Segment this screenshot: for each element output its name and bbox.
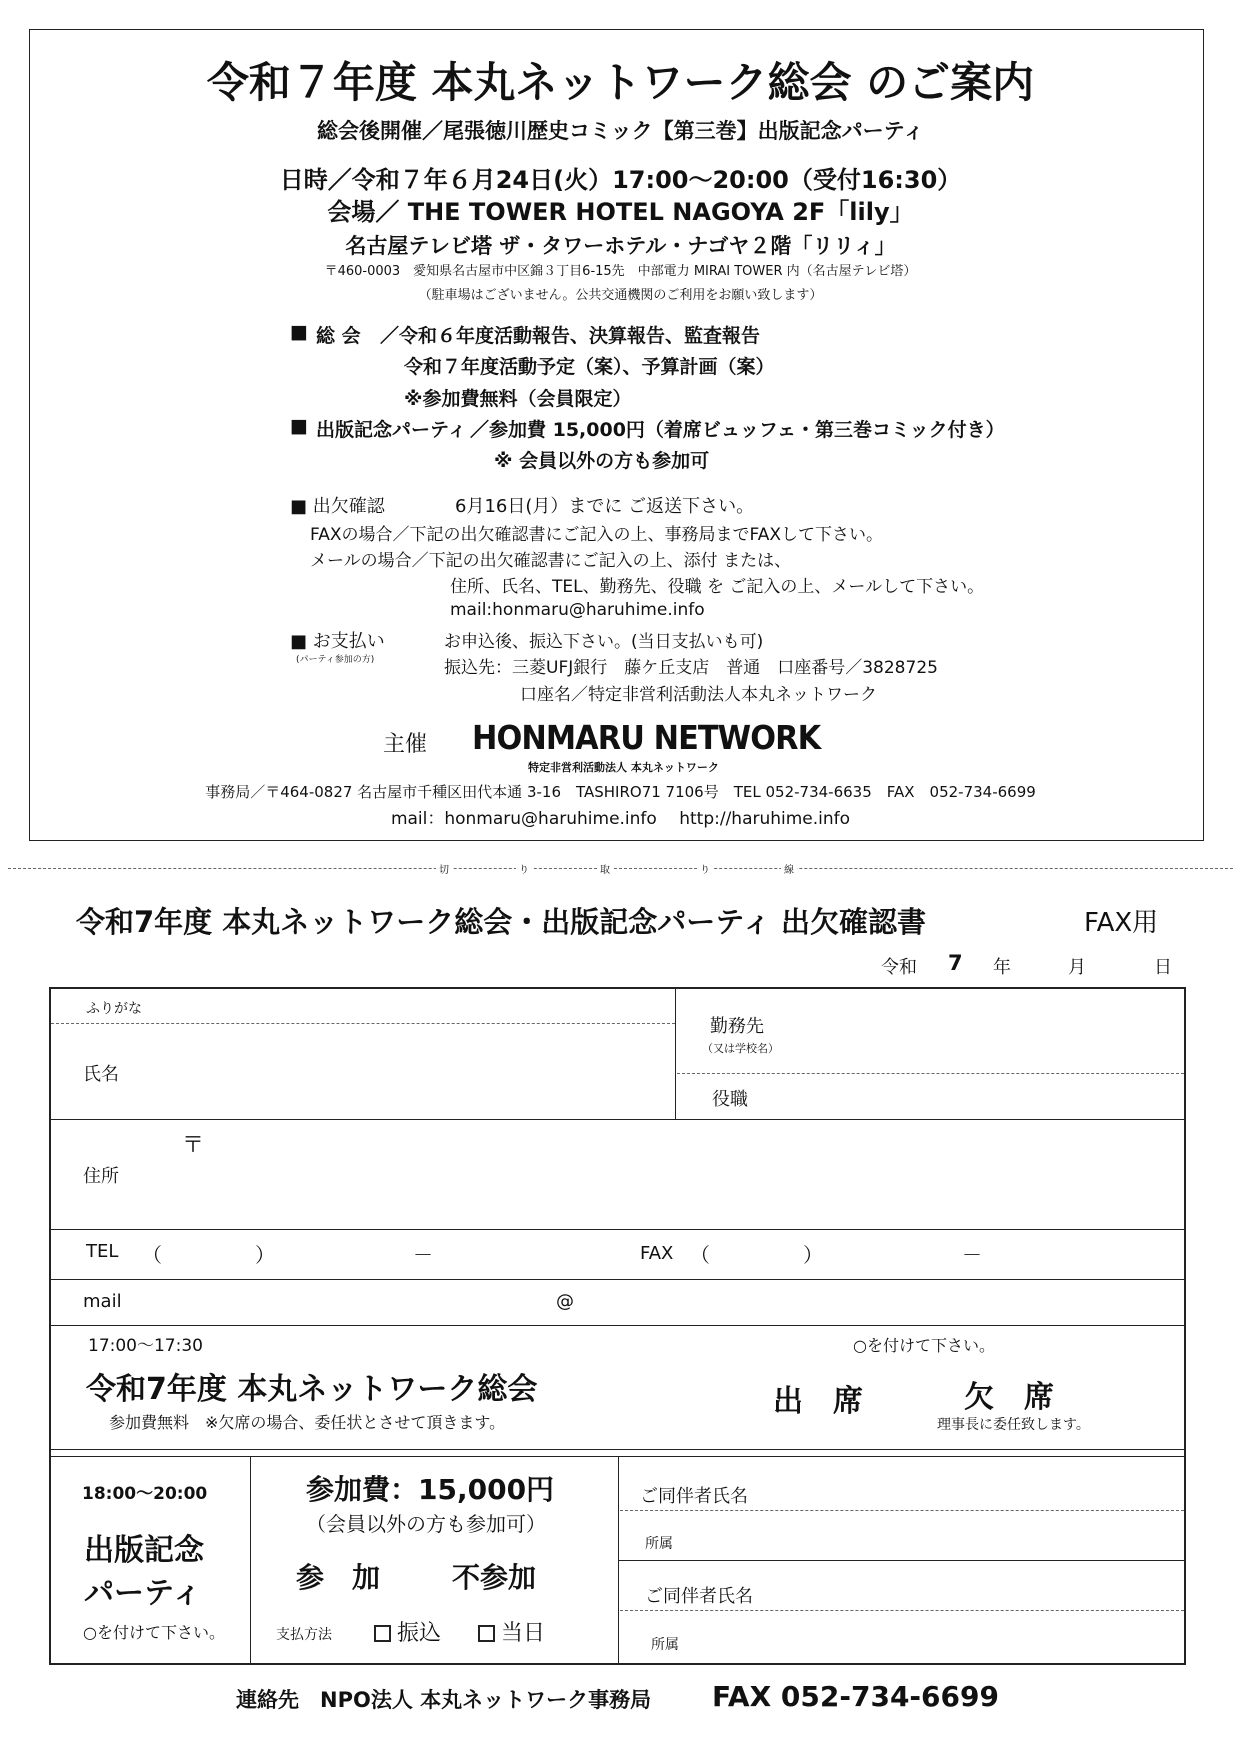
meeting-instruction: ○を付けて下さい。 [853, 1336, 995, 1355]
agenda-line-4: ／参加費 15,000円（着席ビュッフェ・第三巻コミック付き） [470, 419, 1005, 441]
party-fee-note: （会員以外の方も参加可） [306, 1512, 546, 1536]
workplace-field[interactable] [800, 992, 1180, 1070]
workplace-note: （又は学校名） [702, 1042, 779, 1055]
workplace-dotted-line [677, 1073, 1184, 1074]
meeting-absent-option[interactable]: 欠 席 [964, 1380, 1054, 1415]
cut-line [8, 868, 1233, 869]
agenda-label-meeting: 総 会 [316, 325, 361, 347]
affiliation1-label: 所属 [645, 1536, 673, 1552]
companion1-field[interactable] [780, 1462, 1180, 1507]
footer-contact-label: 連絡先 NPO法人 本丸ネットワーク事務局 [236, 1688, 652, 1712]
furigana-label: ふりがな [86, 1001, 142, 1017]
party-fee: 参加費：15,000円 [306, 1473, 555, 1506]
footer-fax-number: FAX 052-734-6699 [712, 1680, 999, 1713]
position-label: 役職 [712, 1089, 748, 1110]
tel-open-paren: （ [142, 1243, 162, 1267]
companion-divider [618, 1560, 1186, 1561]
cut-line-char-4: り [697, 861, 713, 876]
name-field[interactable] [160, 1028, 670, 1114]
pay-transfer-option[interactable] [374, 1616, 441, 1647]
payment-line-1: お申込後、振込下さい。(当日支払いも可) [444, 632, 764, 652]
party-title-line-2: パーティ [84, 1576, 202, 1611]
workplace-label: 勤務先 [710, 1016, 764, 1037]
agenda-marker-1: ■ [290, 321, 308, 343]
pay-method-label: 支払方法 [276, 1627, 332, 1643]
reply-label: ■ 出欠確認 [290, 496, 385, 517]
payment-line-3: 口座名／特定非営利活動法人本丸ネットワーク [520, 685, 877, 705]
fax-open-paren: （ [690, 1243, 710, 1267]
party-row-top [49, 1449, 1186, 1450]
name-row-divider [675, 987, 676, 1119]
meeting-note: 参加費無料 ※欠席の場合、委任状とさせて頂きます。 [109, 1413, 506, 1432]
office-info: 事務局／〒464-0827 名古屋市千種区田代本通 3-16 TASHIRO71 7106号 TEL 052-734-6635 FAX 052-734-6699 [205, 783, 1036, 801]
form-fax-label: FAX用 [1084, 908, 1159, 938]
reply-mail-line-2: 住所、氏名、TEL、勤務先、役職 を ご記入の上、メールして下さい。 [450, 577, 985, 597]
payment-label: ■ お支払い [290, 631, 385, 652]
form-date-day-unit: 日 [1154, 957, 1172, 978]
fax-dash: － [962, 1243, 982, 1267]
agenda-line-1: ／令和６年度活動報告、決算報告、監査報告 [380, 325, 761, 347]
address-row-top [49, 1119, 1186, 1120]
meeting-attend-option[interactable]: 出 席 [773, 1384, 863, 1419]
parking-note: （駐車場はございません。公共交通機関のご利用をお願い致します） [418, 288, 823, 303]
host-name: HONMARU NETWORK [472, 718, 821, 757]
cut-line-char-1: 切 [436, 861, 452, 876]
reply-deadline: 6月16日(月）までに ご返送下さい。 [455, 496, 755, 517]
form-title: 令和7年度 本丸ネットワーク総会・出版記念パーティ 出欠確認書 [76, 905, 927, 939]
companion1-label: ご同伴者氏名 [640, 1486, 748, 1507]
form-date-era: 令和 [881, 957, 917, 978]
tel-row-top [49, 1229, 1186, 1230]
agenda-line-2: 令和７年度活動予定（案）、予算計画（案） [404, 356, 775, 378]
meeting-row-top [49, 1325, 1186, 1326]
venue-address: 〒460-0003 愛知県名古屋市中区錦３丁目6-15先 中部電力 MIRAI TOWER 内（名古屋テレビ塔） [324, 264, 917, 279]
form-date-year-unit: 年 [993, 957, 1011, 978]
event-datetime: 日時／令和７年６月24日(火）17:00～20:00（受付16:30） [279, 166, 962, 194]
agenda-marker-2: ■ [290, 415, 308, 437]
companion1-dotted-line [620, 1510, 1184, 1511]
pay-onsite-label: 当日 [501, 1621, 546, 1646]
reply-mail-line-1: メールの場合／下記の出欠確認書にご記入の上、添付 または、 [310, 551, 792, 571]
tel-label: TEL [86, 1241, 119, 1262]
agenda-label-party: 出版記念パーティ [316, 419, 467, 441]
affiliation2-label: 所属 [651, 1637, 679, 1653]
address-label: 住所 [83, 1166, 119, 1187]
cut-line-char-5: 線 [781, 861, 797, 876]
affiliation1-field[interactable] [700, 1515, 1180, 1555]
meeting-proxy-note: 理事長に委任致します。 [937, 1417, 1090, 1433]
cut-line-char-3: 取 [597, 861, 613, 876]
furigana-dotted-line [51, 1023, 675, 1024]
party-time: 18:00～20:00 [82, 1484, 208, 1504]
furigana-field[interactable] [190, 990, 670, 1020]
mail-field[interactable] [140, 1284, 1180, 1320]
cut-line-char-2: り [516, 861, 532, 876]
pay-onsite-option[interactable] [478, 1616, 545, 1647]
event-venue-ja: 名古屋テレビ塔 ザ・タワーホテル・ナゴヤ２階「リリィ」 [345, 234, 896, 258]
companion2-dotted-line [620, 1610, 1184, 1611]
tel-field[interactable] [165, 1235, 635, 1269]
payment-line-2: 振込先：三菱UFJ銀行 藤ケ丘支店 普通 口座番号／3828725 [444, 658, 938, 678]
pay-transfer-checkbox[interactable] [374, 1625, 391, 1642]
fax-close-paren: ） [803, 1243, 823, 1267]
form-date-year: 7 [948, 951, 963, 975]
party-absent-option[interactable]: 不参加 [452, 1561, 537, 1594]
meeting-time: 17:00～17:30 [88, 1336, 203, 1356]
fax-field[interactable] [715, 1235, 1180, 1269]
name-label: 氏名 [83, 1064, 119, 1085]
pay-onsite-checkbox[interactable] [478, 1625, 495, 1642]
companion2-label: ご同伴者氏名 [645, 1586, 753, 1607]
reply-fax-line: FAXの場合／下記の出欠確認書にご記入の上、事務局までFAXして下さい。 [310, 525, 883, 545]
party-instruction: ○を付けて下さい。 [83, 1623, 225, 1642]
meeting-title: 令和7年度 本丸ネットワーク総会 [86, 1372, 538, 1407]
agenda-line-5: ※ 会員以外の方も参加可 [494, 450, 710, 472]
notice-subtitle: 総会後開催／尾張徳川歴史コミック【第三巻】出版記念パーティ [317, 119, 924, 143]
mail-at-sign: @ [556, 1291, 574, 1312]
party-title-line-1: 出版記念 [84, 1533, 204, 1568]
address-field[interactable] [215, 1124, 1175, 1224]
tel-close-paren: ） [255, 1243, 275, 1267]
postal-mark: 〒 [182, 1133, 205, 1158]
party-attend-option[interactable]: 参 加 [296, 1561, 381, 1594]
mail-label: mail [83, 1291, 122, 1312]
payment-note: (パーティ参加の方) [296, 655, 375, 665]
agenda-line-3: ※参加費無料（会員限定） [404, 388, 632, 410]
form-date-month-unit: 月 [1068, 957, 1086, 978]
position-field[interactable] [800, 1077, 1180, 1115]
host-label: 主催 [383, 732, 428, 757]
contact-info: mail：honmaru@haruhime.info http://haruhime.info [390, 809, 851, 829]
tel-dash: － [413, 1243, 433, 1267]
pay-transfer-label: 振込 [397, 1621, 442, 1646]
reply-mail-address: mail:honmaru@haruhime.info [450, 600, 705, 620]
fax-label: FAX [640, 1243, 674, 1264]
affiliation2-field[interactable] [700, 1614, 1180, 1660]
notice-title: 令和７年度 本丸ネットワーク総会 のご案内 [206, 58, 1035, 107]
companion2-field[interactable] [780, 1565, 1180, 1607]
event-venue-en: 会場／ THE TOWER HOTEL NAGOYA 2F「lily」 [327, 198, 914, 226]
host-subname: 特定非営利活動法人 本丸ネットワーク [528, 761, 719, 774]
mail-row-top [49, 1279, 1186, 1280]
party-divider-1 [250, 1456, 251, 1665]
